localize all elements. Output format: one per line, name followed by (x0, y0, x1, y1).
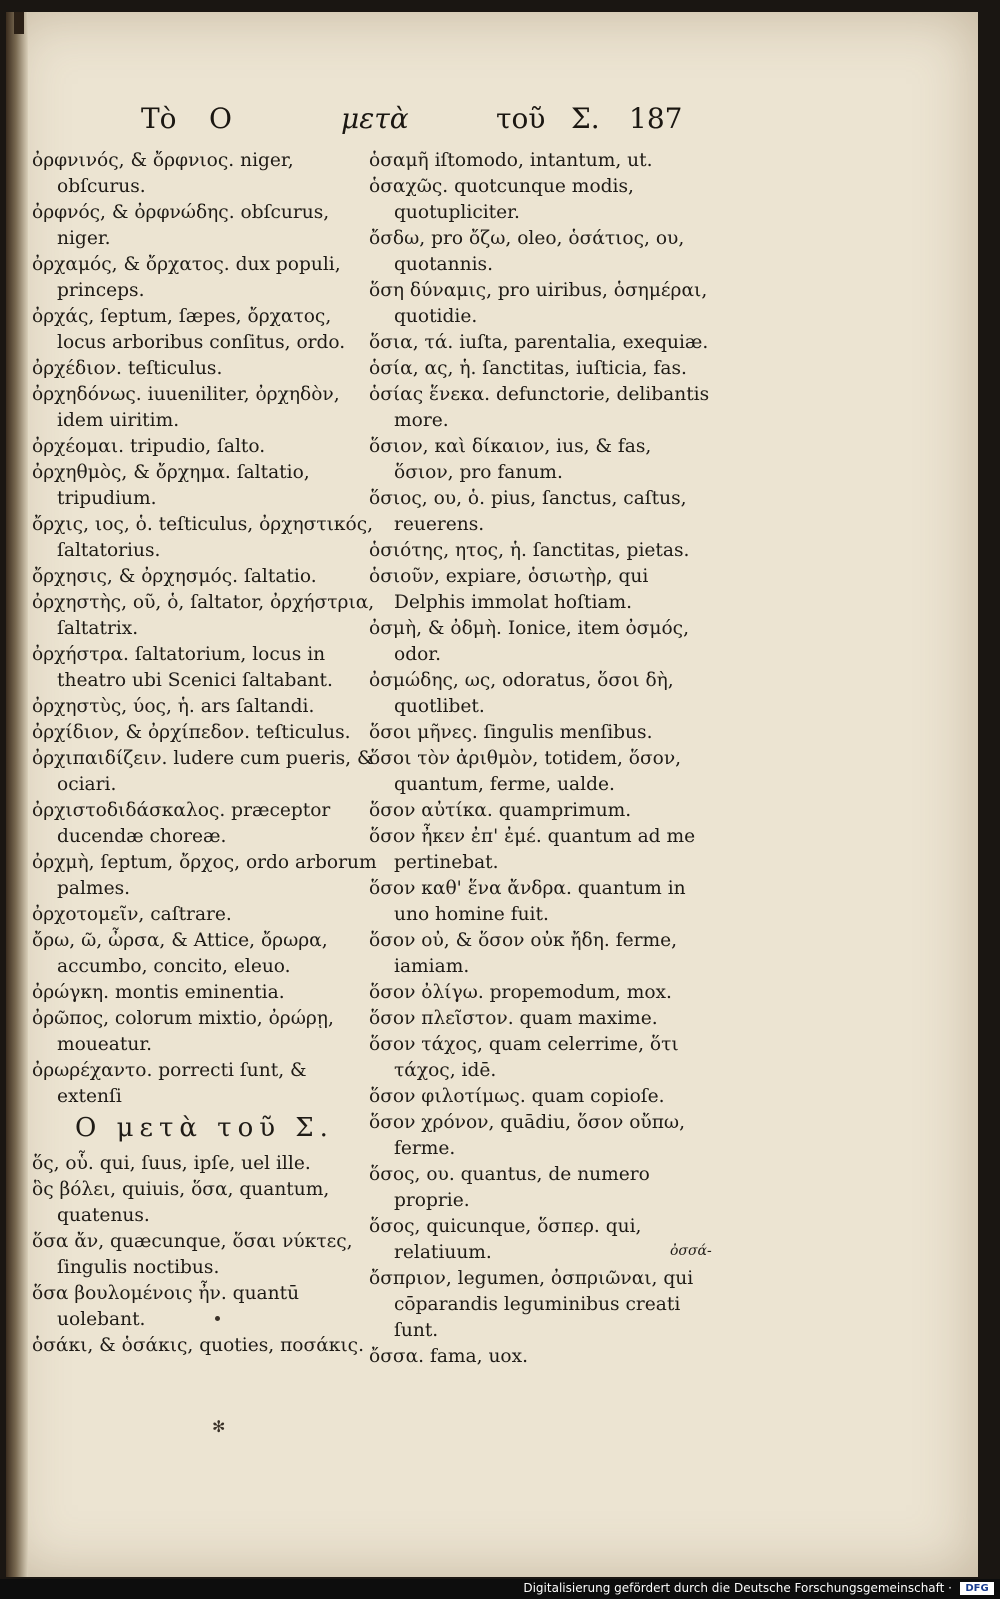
dictionary-entry: ὀρχάς, ſeptum, ſæpes, ὄρχατος, locus arboribus conſitus, ordo. (32, 306, 346, 353)
dictionary-entry: ὀρχιπαιδίζειν. ludere cum pueris, & ociari. (32, 748, 374, 795)
dictionary-entry: ὅσοι μῆνες. ſingulis menſibus. (369, 722, 653, 743)
dictionary-entry: ὀρχέδιον. teſticulus. (32, 358, 223, 379)
dictionary-entry: ὀρφνινός, & ὄρφνιος. niger, obſcurus. (32, 150, 294, 197)
dictionary-entry: ὅσον ἦκεν ἐπ' ἐμέ. quantum ad me pertinebat. (369, 826, 696, 873)
dictionary-entry: ὅσον αὐτίκα. quamprimum. (369, 800, 632, 821)
section-heading: Ο μετὰ τοῦ Σ. (75, 1113, 334, 1143)
dictionary-entry: ὅσος, ου. quantus, de numero proprie. (369, 1164, 650, 1211)
dictionary-entry: ὀρχηθμὸς, & ὄρχημα. ſaltatio, tripudium. (32, 462, 310, 509)
page-number: 187 (629, 102, 683, 135)
running-head-letter: Ο (209, 102, 232, 135)
dictionary-entry: ὀρχηστὺς, ύος, ἡ. ars ſaltandi. (32, 696, 315, 717)
binding-edge (6, 12, 28, 1577)
digitization-footer (0, 1579, 1000, 1599)
dictionary-entry: ὀρχμὴ, ſeptum, ὄρχος, ordo arborum palmes. (32, 852, 377, 899)
dictionary-entry: ὅσος, quicunque, ὅσπερ. qui, relatiuum. (369, 1216, 642, 1263)
dictionary-entry: ὁσιότης, ητος, ἡ. ſanctitas, pietas. (369, 540, 690, 561)
dictionary-entry: ὅση δύναμις, pro uiribus, ὁσημέραι, quotidie. (369, 280, 708, 327)
dictionary-entry: ὀρωρέχαντο. porrecti ſunt, & extenſi (32, 1060, 307, 1107)
dictionary-entry: ὅσιος, ου, ὁ. pius, ſanctus, caſtus, reuerens. (369, 488, 687, 535)
dictionary-entry: ὅσον χρόνον, quādiu, ὅσον οὔπω, ferme. (369, 1112, 686, 1159)
dictionary-entry: ὀρχιστοδιδάσκαλος. præceptor ducendæ choreæ. (32, 800, 331, 847)
dictionary-entry: ὅσον ὀλίγω. propemodum, mox. (369, 982, 672, 1003)
dictionary-entry: ὀρχαμός, & ὄρχατος. dux populi, princeps. (32, 254, 341, 301)
dictionary-entry: ὀρῶπος, colorum mixtio, ὀρώρῃ, moueatur. (32, 1008, 334, 1055)
dictionary-entry: ὀσμώδης, ως, odoratus, ὅσοι δὴ, quotlibet. (369, 670, 674, 717)
ink-mark: ✻ (212, 1417, 226, 1436)
book-page (6, 12, 978, 1577)
dictionary-entry: ὅσον οὐ, & ὅσον οὐκ ἤδη. ferme, iamiam. (369, 930, 678, 977)
right-column (369, 148, 714, 1370)
dictionary-entry: ὄσπριον, legumen, ὀσπριῶναι, qui cōparandis leguminibus creati ſunt. (369, 1268, 694, 1341)
spine-mark (14, 12, 24, 34)
dictionary-entry: ὀρχηδόνως. iuueniliter, ὀρχηδὸν, idem uiritim. (32, 384, 340, 431)
dictionary-entry: ὄσσα. fama, uox. (369, 1346, 529, 1367)
dictionary-entry: ὅς, οὗ. qui, ſuus, ipſe, uel ille. (32, 1153, 311, 1174)
dictionary-entry: ὁσιοῦν, expiare, ὁσιωτὴρ, qui Delphis immolat hoſtiam. (369, 566, 649, 613)
running-head-article: Τὸ (141, 102, 177, 135)
dfg-logo: DFG (960, 1582, 994, 1595)
dictionary-entry: ὀρχοτομεῖν, caſtrare. (32, 904, 232, 925)
funding-credit: Digitalisierung gefördert durch die Deutsche Forschungsgemeinschaft · (523, 1581, 952, 1595)
running-head (141, 102, 681, 142)
dictionary-entry: ὁσία, ας, ἡ. ſanctitas, iuſticia, fas. (369, 358, 687, 379)
running-head-tou: τοῦ (496, 102, 546, 135)
dictionary-entry: ὀρώγκη. montis eminentia. (32, 982, 285, 1003)
dictionary-entry: ὀρφνός, & ὀρφνώδης. obſcurus, niger. (32, 202, 330, 249)
dictionary-entry: ὅσια, τά. iuſta, parentalia, exequiæ. (369, 332, 709, 353)
dictionary-entry: ὅσα βουλομένοις ἦν. quantū uolebant. (32, 1283, 300, 1330)
dictionary-entry: ὅσον τάχος, quam celerrime, ὅτι τάχος, idē. (369, 1034, 679, 1081)
dictionary-entry: ὀρχηστὴς, οῦ, ὁ, ſaltator, ὀρχήστρια, ſaltatrix. (32, 592, 375, 639)
dictionary-entry: ὁσαχῶς. quotcunque modis, quotupliciter. (369, 176, 634, 223)
dictionary-entry: ὄρχις, ιος, ὁ. teſticulus, ὀρχηστικός, ſaltatorius. (32, 514, 374, 561)
dictionary-entry: ὁσάκι, & ὁσάκις, quoties, ποσάκις. (32, 1335, 364, 1356)
dictionary-entry: ὀσμὴ, & ὀδμὴ. Ionice, item ὀσμός, odor. (369, 618, 689, 665)
dictionary-entry: ὅσον καθ' ἕνα ἄνδρα. quantum in uno homine fuit. (369, 878, 686, 925)
dictionary-entry: ὀρχήστρα. ſaltatorium, locus in theatro ubi Scenici ſaltabant. (32, 644, 333, 691)
dictionary-entry: ὄρχησις, & ὀρχησμός. ſaltatio. (32, 566, 317, 587)
dictionary-entry: ὁσίας ἕνεκα. defunctorie, delibantis more. (369, 384, 710, 431)
dictionary-entry: ὅσον πλεῖστον. quam maxime. (369, 1008, 658, 1029)
dictionary-entry: ὃς βόλει, quiuis, ὅσα, quantum, quatenus. (32, 1179, 330, 1226)
dictionary-entry: ὀρχίδιον, & ὀρχίπεδον. teſticulus. (32, 722, 351, 743)
dictionary-entry: ὅσιον, καὶ δίκαιον, ius, & fas, ὅσιον, pro fanum. (369, 436, 652, 483)
left-column (32, 148, 377, 1359)
dictionary-entry: ὁσαμῆ iſtomodo, intantum, ut. (369, 150, 653, 171)
ink-spot (215, 1316, 220, 1321)
dictionary-entry: ὅσα ἄν, quæcunque, ὅσαι νύκτες, ſingulis noctibus. (32, 1231, 353, 1278)
running-head-sigma: Σ. (571, 102, 600, 135)
dictionary-entry: ὄσδω, pro ὄζω, oleo, ὁσάτιος, ου, quotannis. (369, 228, 685, 275)
dictionary-entry: ὅσοι τὸν ἀριθμὸν, totidem, ὅσον, quantum, ferme, ualde. (369, 748, 682, 795)
dictionary-entry: ὅσον φιλοτίμως. quam copioſe. (369, 1086, 665, 1107)
dictionary-entry: ὄρω, ῶ, ὦρσα, & Attice, ὄρωρα, accumbo, concito, eleuo. (32, 930, 328, 977)
catchword: ὀσσά- (670, 1243, 712, 1259)
dictionary-entry: ὀρχέομαι. tripudio, ſalto. (32, 436, 266, 457)
running-head-meta: μετὰ (341, 102, 409, 135)
